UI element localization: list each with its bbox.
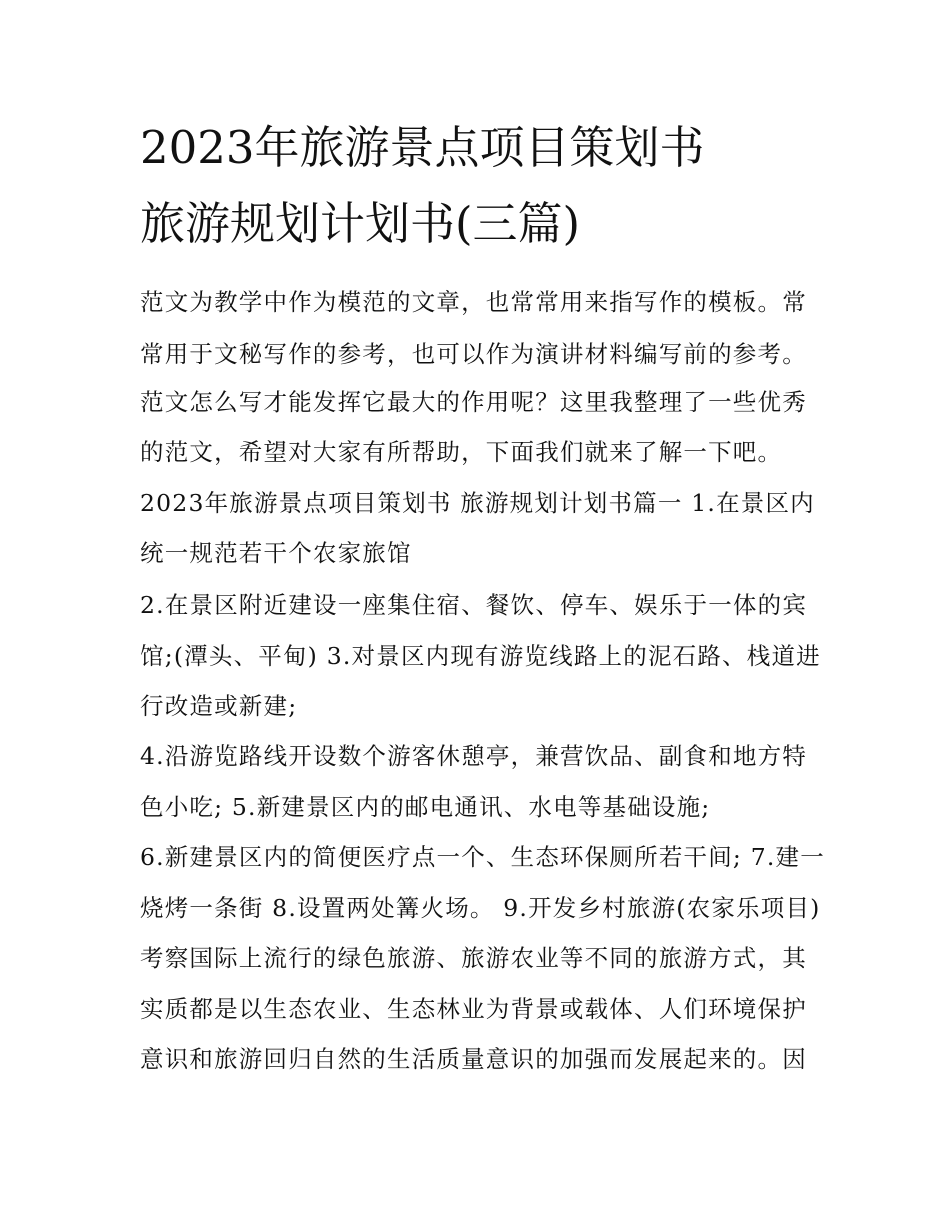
body-line: 2.在景区附近建设一座集住宿、餐饮、停车、娱乐于一体的宾 [140,591,808,619]
document-title-line-1: 2023年旅游景点项目策划书 [140,121,705,174]
body-line: 馆;(潭头、平甸) 3.对景区内现有游览线路上的泥石路、栈道进 [140,642,821,670]
body-line: 2023年旅游景点项目策划书 旅游规划计划书篇一 1.在景区内 [140,489,815,517]
body-line: 范文怎么写才能发挥它最大的作用呢？这里我整理了一些优秀 [140,388,807,416]
body-line: 的范文，希望对大家有所帮助，下面我们就来了解一下吧。 [140,438,783,466]
body-line: 统一规范若干个农家旅馆 [140,539,412,567]
body-line: 烧烤一条街 8.设置两处篝火场。 9.开发乡村旅游(农家乐项目) [140,894,821,922]
body-line: 色小吃; 5.新建景区内的邮电通讯、水电等基础设施; [140,793,711,821]
body-line: 4.沿游览路线开设数个游客休憩亭，兼营饮品、副食和地方特 [140,742,808,770]
body-line: 范文为教学中作为模范的文章，也常常用来指写作的模板。常 [140,288,807,316]
body-line: 考察国际上流行的绿色旅游、旅游农业等不同的旅游方式，其 [140,944,807,972]
body-line: 6.新建景区内的简便医疗点一个、生态环保厕所若干间; 7.建一 [140,843,825,871]
body-line: 意识和旅游回归自然的生活质量意识的加强而发展起来的。因 [140,1045,807,1073]
body-line: 实质都是以生态农业、生态林业为背景或载体、人们环境保护 [140,995,807,1023]
document-title-line-2: 旅游规划计划书(三篇) [140,197,581,250]
body-line: 行改造或新建; [140,692,298,720]
body-line: 常用于文秘写作的参考，也可以作为演讲材料编写前的参考。 [140,340,807,368]
